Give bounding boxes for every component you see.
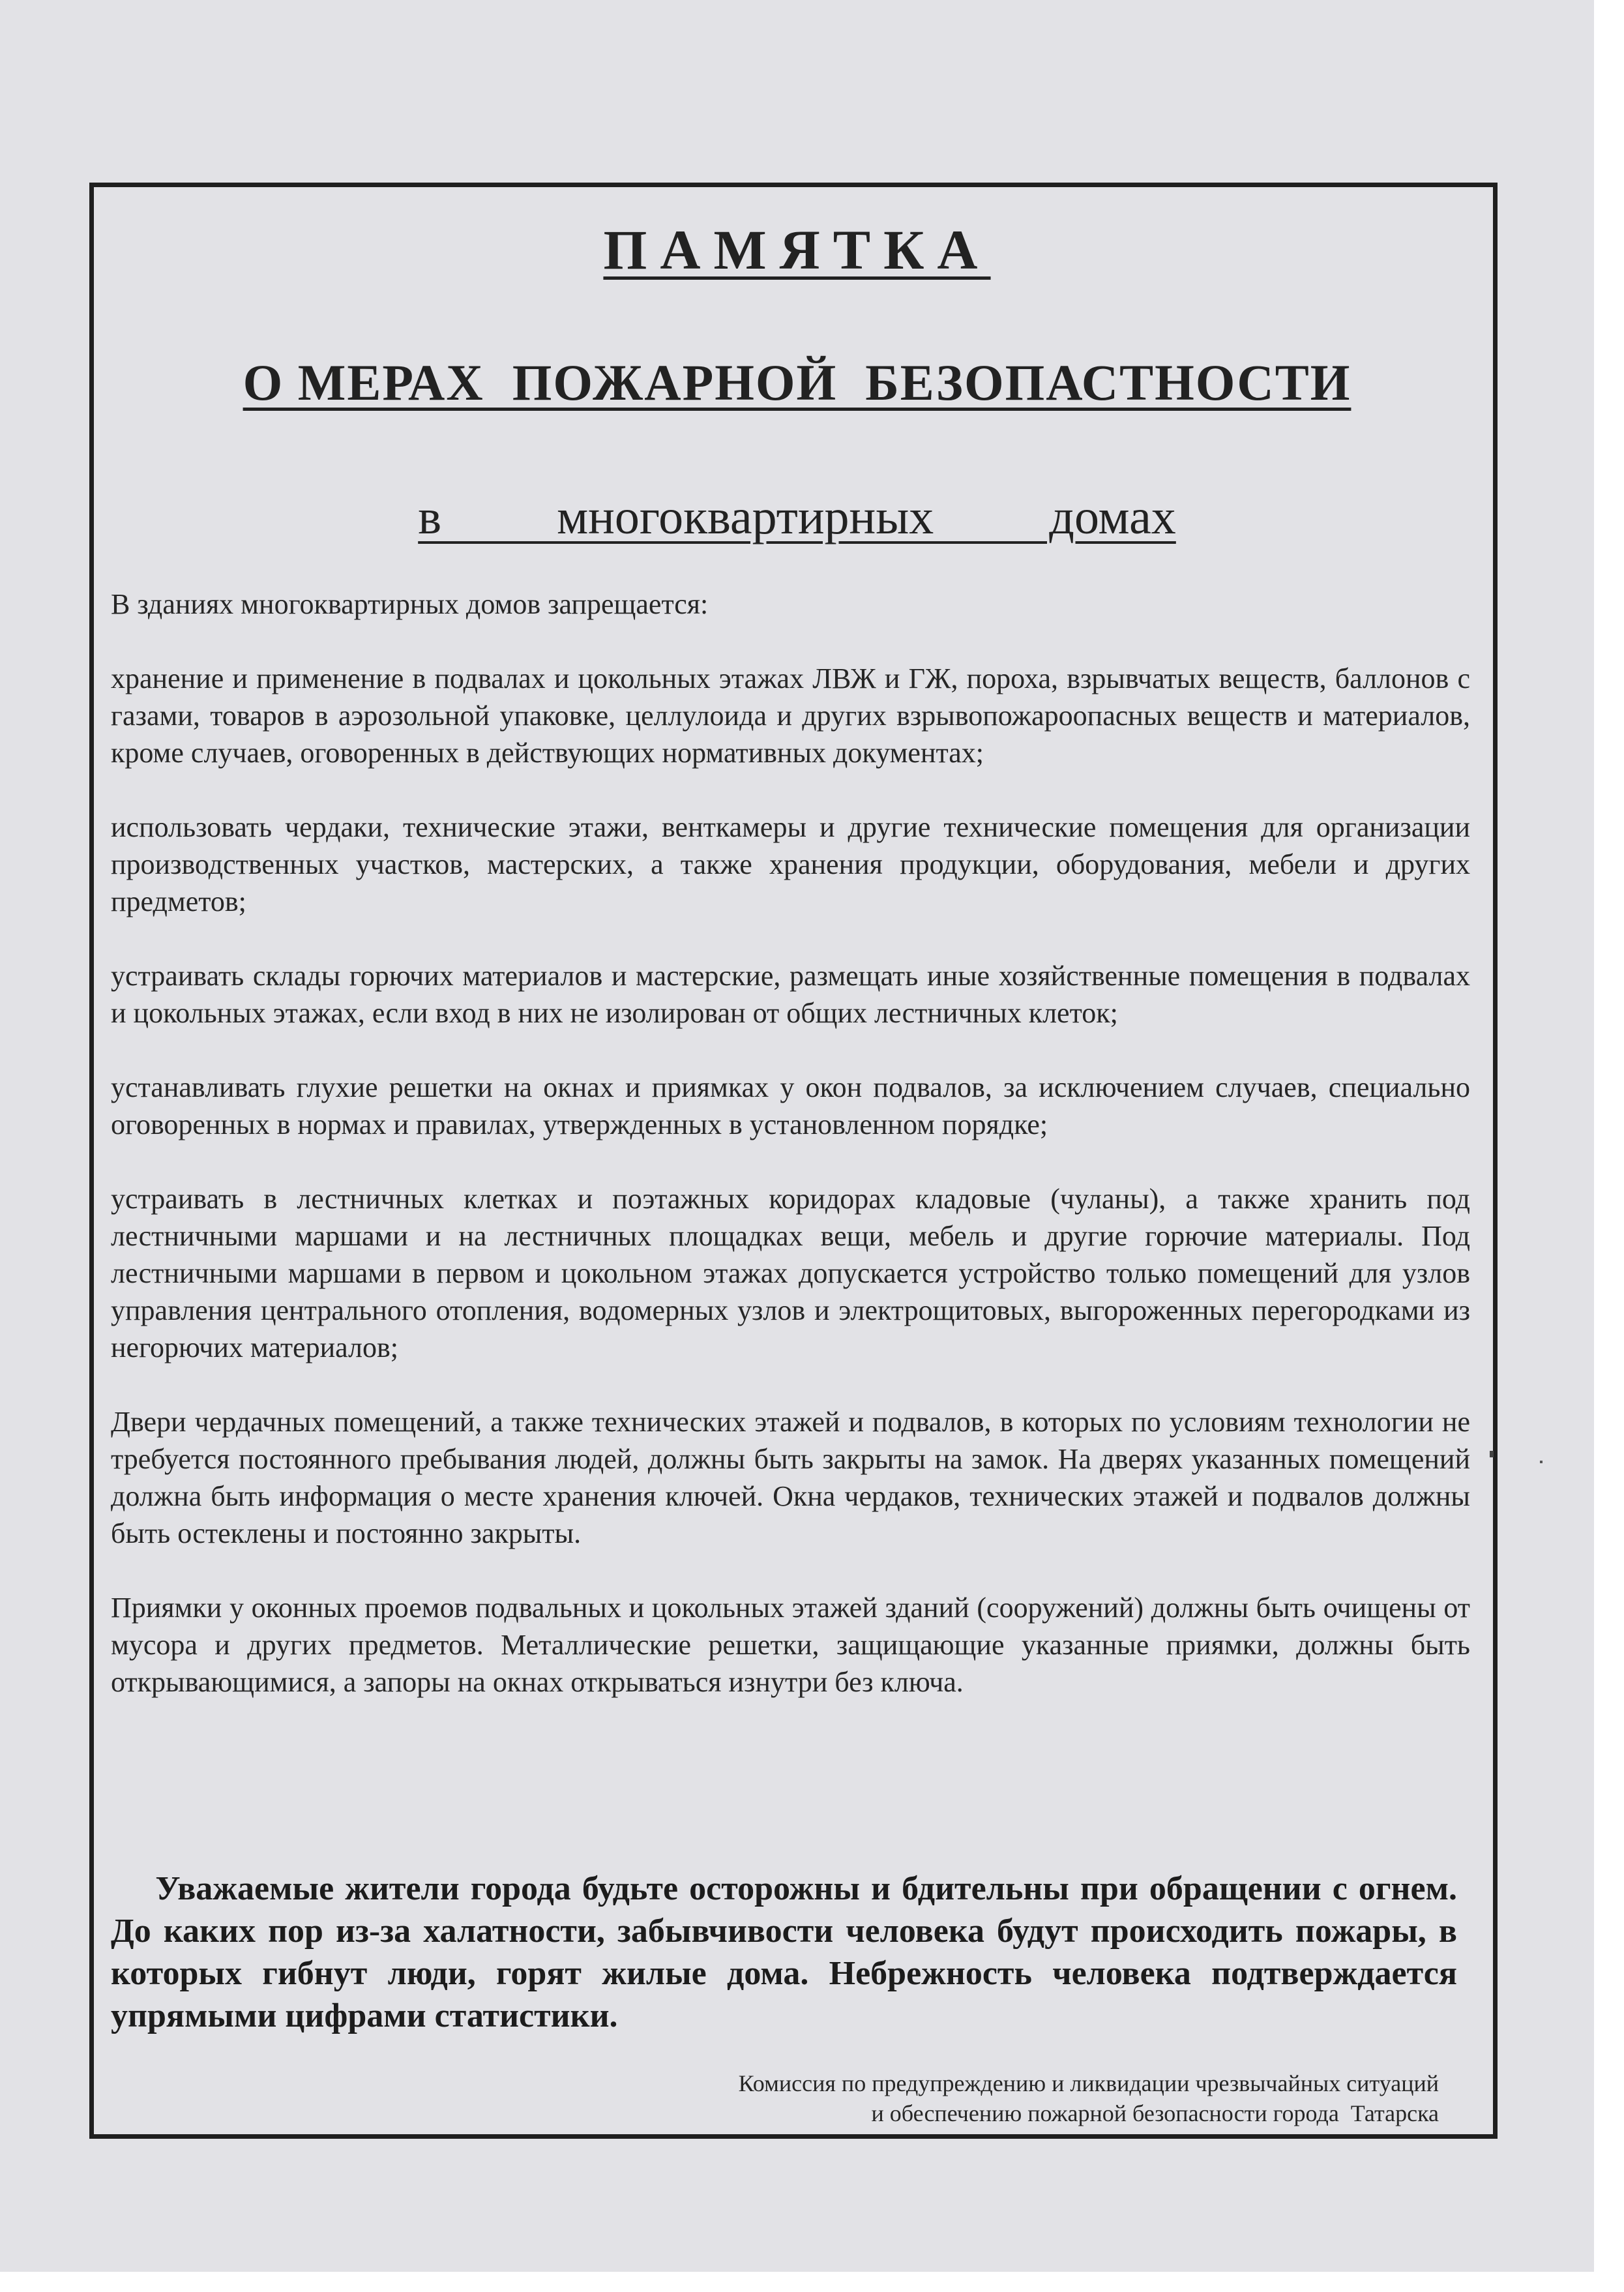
intro-text: В зданиях многоквартирных домов запрещается: xyxy=(111,588,709,620)
document-body xyxy=(111,586,1470,1738)
signature-line: Комиссия по предупреждению и ликвидации чрезвычайных ситуаций xyxy=(738,2070,1439,2096)
paragraph: устраивать склады горючих материалов и мастерские, размещать иные хозяйственные помещения в подвалах и цокольных этажах, если вход в них не изолирован от общих лестничных клеток; xyxy=(111,960,1470,1029)
paragraph: Двери чердачных помещений, а также технических этажей и подвалов, в которых по условиям технологии не требуется постоянного пребывания людей, должны быть закрыты на замок. На дверях указанных помещений должна быть информация о месте хранения ключей. Окна чердаков, технических этажей и подвалов должны быть остеклены и постоянно закрыты. xyxy=(111,1406,1470,1549)
appeal-text xyxy=(111,1868,1457,2037)
signature-line: и обеспечению пожарной безопасности города Татарска xyxy=(871,2100,1439,2126)
document-subtitle: О МЕРАХ ПОЖАРНОЙ БЕЗОПАСТНОСТИ xyxy=(243,354,1351,411)
signature-block xyxy=(739,2068,1439,2128)
scan-artifact xyxy=(1540,1461,1543,1463)
paragraph: хранение и применение в подвалах и цокольных этажах ЛВЖ и ГЖ, пороха, взрывчатых веществ, баллонов с газами, товаров в аэрозольной упаковке, целлулоида и других взрывопожароопасных веществ и материалов, кроме случаев, оговоренных в действующих нормативных документах; xyxy=(111,662,1470,769)
paragraph: использовать чердаки, технические этажи, венткамеры и другие технические помещения для организации производственных участков, мастерских, а также хранения продукции, оборудования, мебели и других предметов; xyxy=(111,811,1470,917)
scan-artifact xyxy=(1490,1451,1494,1457)
paragraph: устанавливать глухие решетки на окнах и приямках у окон подвалов, за исключением случаев, специально оговоренных в нормах и правилах, утвержденных в установленном порядке; xyxy=(111,1071,1470,1140)
appeal-content: Уважаемые жители города будьте осторожны и бдительны при обращении с огнем. До каких пор из-за халатности, забывчивости человека будут происходить пожары, в которых гибнут люди, горят жилые дома. Небрежность человека подтверждается упрямыми цифрами статистики. xyxy=(111,1870,1457,2034)
document-title: ПАМЯТКА xyxy=(603,218,991,281)
document-subtitle-2: в многоквартирных домах xyxy=(418,490,1176,544)
paragraph: Приямки у оконных проемов подвальных и цокольных этажей зданий (сооружений) должны быть очищены от мусора и других предметов. Металлические решетки, защищающие указанные приямки, должны быть открывающимися, а запоры на окнах открываться изнутри без ключа. xyxy=(111,1592,1470,1698)
paragraph: устраивать в лестничных клетках и поэтажных коридорах кладовые (чуланы), а также хранить под лестничными маршами и на лестничных площадках вещи, мебель и другие горючие материалы. Под лестничными маршами в первом и цокольном этажах допускается устройство только помещений для узлов управления центрального отопления, водомерных узлов и электрощитовых, выгороженных перегородками из негорючих материалов; xyxy=(111,1183,1470,1363)
